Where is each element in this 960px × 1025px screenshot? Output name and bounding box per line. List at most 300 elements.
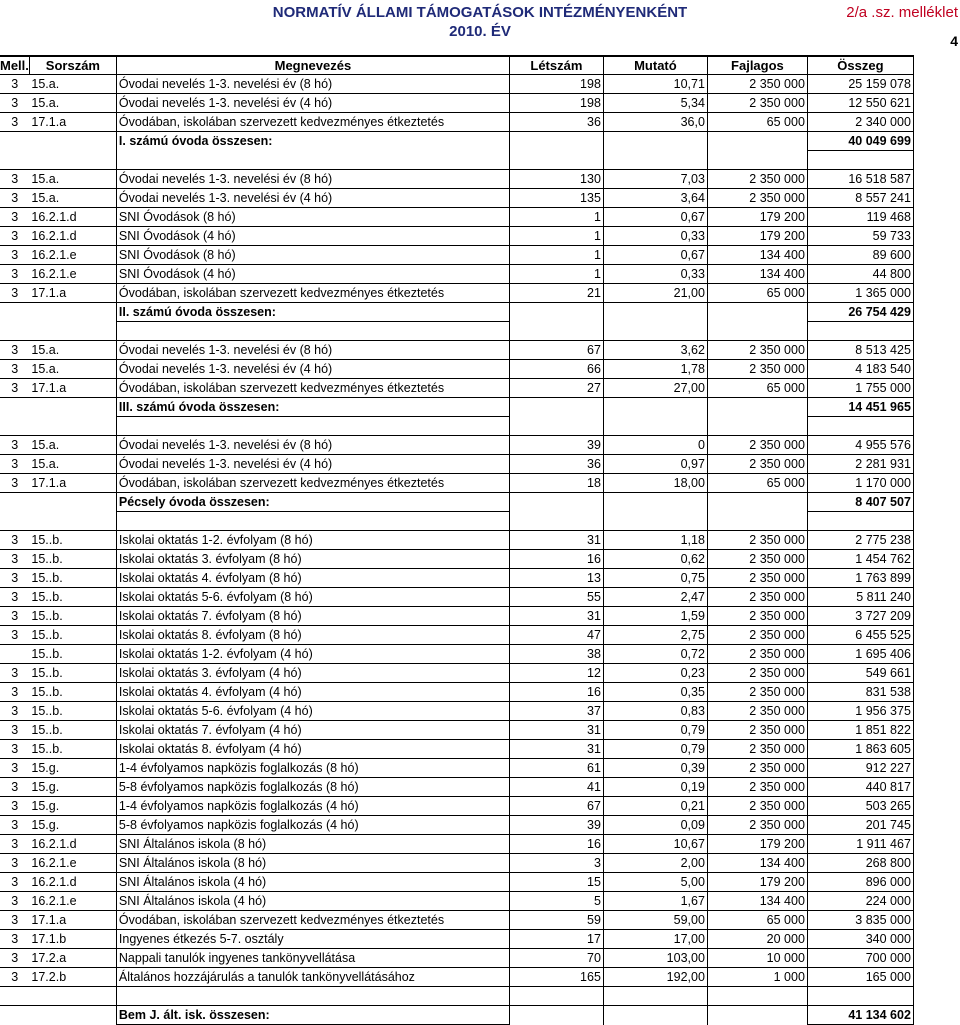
osszeg-cell: 41 134 602 — [807, 1006, 913, 1025]
megnevezes-cell: Iskolai oktatás 7. évfolyam (4 hó) — [116, 721, 509, 740]
mell-cell: 3 — [0, 94, 29, 113]
letszam-cell: 47 — [509, 626, 603, 645]
osszeg-cell: 1 695 406 — [807, 645, 913, 664]
fajlagos-cell — [707, 132, 807, 151]
osszeg-cell: 1 863 605 — [807, 740, 913, 759]
fajlagos-cell: 2 350 000 — [707, 360, 807, 379]
osszeg-cell: 8 557 241 — [807, 189, 913, 208]
sorszam-cell: 15..b. — [29, 569, 116, 588]
fajlagos-cell: 2 350 000 — [707, 759, 807, 778]
mell-cell: 3 — [0, 683, 29, 702]
letszam-cell: 1 — [509, 227, 603, 246]
letszam-cell: 37 — [509, 702, 603, 721]
osszeg-cell — [807, 322, 913, 341]
fajlagos-cell: 2 350 000 — [707, 569, 807, 588]
mutato-cell: 0,67 — [603, 208, 707, 227]
mell-cell — [0, 512, 29, 531]
megnevezes-cell: Óvodai nevelés 1-3. nevelési év (4 hó) — [116, 455, 509, 474]
letszam-cell: 3 — [509, 854, 603, 873]
sorszam-cell: 16.2.1.d — [29, 835, 116, 854]
table-row — [0, 645, 913, 664]
table-row — [0, 189, 913, 208]
table-row — [0, 474, 913, 493]
letszam-cell: 55 — [509, 588, 603, 607]
mell-cell: 3 — [0, 170, 29, 189]
osszeg-cell: 1 851 822 — [807, 721, 913, 740]
mutato-cell: 0,79 — [603, 721, 707, 740]
sorszam-cell — [29, 987, 116, 1006]
fajlagos-cell: 2 350 000 — [707, 816, 807, 835]
mutato-cell: 3,64 — [603, 189, 707, 208]
table-row — [0, 911, 913, 930]
sorszam-cell: 16.2.1.e — [29, 892, 116, 911]
table-row — [0, 854, 913, 873]
fajlagos-cell: 65 000 — [707, 284, 807, 303]
table-row — [0, 113, 913, 132]
osszeg-cell: 2 340 000 — [807, 113, 913, 132]
letszam-cell: 36 — [509, 113, 603, 132]
sorszam-cell: 15..b. — [29, 607, 116, 626]
mell-cell: 3 — [0, 607, 29, 626]
fajlagos-cell: 134 400 — [707, 246, 807, 265]
sorszam-cell: 15..b. — [29, 588, 116, 607]
mutato-cell: 103,00 — [603, 949, 707, 968]
osszeg-cell — [807, 987, 913, 1006]
osszeg-cell: 1 956 375 — [807, 702, 913, 721]
sorszam-cell: 15..b. — [29, 626, 116, 645]
fajlagos-cell: 65 000 — [707, 474, 807, 493]
mutato-cell: 0,39 — [603, 759, 707, 778]
mell-cell: 3 — [0, 569, 29, 588]
mell-cell — [0, 645, 29, 664]
mell-cell: 3 — [0, 341, 29, 360]
fajlagos-cell: 2 350 000 — [707, 645, 807, 664]
mutato-cell: 1,59 — [603, 607, 707, 626]
sorszam-cell — [29, 303, 116, 322]
letszam-cell: 39 — [509, 436, 603, 455]
mell-cell — [0, 987, 29, 1006]
fajlagos-cell: 2 350 000 — [707, 664, 807, 683]
mutato-cell — [603, 322, 707, 341]
sorszam-cell: 15..b. — [29, 531, 116, 550]
subtotal-row — [0, 303, 913, 322]
sorszam-cell: 15.a. — [29, 455, 116, 474]
osszeg-cell: 2 775 238 — [807, 531, 913, 550]
megnevezes-cell: Iskolai oktatás 4. évfolyam (4 hó) — [116, 683, 509, 702]
letszam-cell: 18 — [509, 474, 603, 493]
megnevezes-cell: 5-8 évfolyamos napközis foglalkozás (4 hó) — [116, 816, 509, 835]
mutato-cell — [603, 303, 707, 322]
megnevezes-cell: Iskolai oktatás 3. évfolyam (8 hó) — [116, 550, 509, 569]
table-row — [0, 265, 913, 284]
table-row — [0, 588, 913, 607]
mutato-cell: 2,75 — [603, 626, 707, 645]
megnevezes-cell: SNI Általános iskola (8 hó) — [116, 854, 509, 873]
table-row — [0, 284, 913, 303]
megnevezes-cell: Pécsely óvoda összesen: — [116, 493, 509, 512]
fajlagos-cell: 2 350 000 — [707, 455, 807, 474]
mell-cell: 3 — [0, 664, 29, 683]
subtotal-row — [0, 493, 913, 512]
letszam-cell: 67 — [509, 341, 603, 360]
sorszam-cell: 15..b. — [29, 740, 116, 759]
fajlagos-cell: 2 350 000 — [707, 740, 807, 759]
mell-cell — [0, 322, 29, 341]
fajlagos-cell: 2 350 000 — [707, 94, 807, 113]
megnevezes-cell: Óvodai nevelés 1-3. nevelési év (8 hó) — [116, 75, 509, 94]
table-row — [0, 436, 913, 455]
mutato-cell: 0,19 — [603, 778, 707, 797]
mutato-cell: 0,09 — [603, 816, 707, 835]
mell-cell: 3 — [0, 721, 29, 740]
osszeg-cell: 165 000 — [807, 968, 913, 987]
sorszam-cell: 15.a. — [29, 189, 116, 208]
sorszam-cell: 17.2.b — [29, 968, 116, 987]
letszam-cell: 198 — [509, 75, 603, 94]
mutato-cell: 3,62 — [603, 341, 707, 360]
mell-cell: 3 — [0, 455, 29, 474]
mell-cell: 3 — [0, 759, 29, 778]
sorszam-cell: 16.2.1.d — [29, 873, 116, 892]
osszeg-cell: 12 550 621 — [807, 94, 913, 113]
fajlagos-cell: 2 350 000 — [707, 626, 807, 645]
mutato-cell: 59,00 — [603, 911, 707, 930]
spacer-row — [0, 512, 913, 531]
mutato-cell: 7,03 — [603, 170, 707, 189]
mell-cell — [0, 303, 29, 322]
fajlagos-cell: 20 000 — [707, 930, 807, 949]
osszeg-cell: 831 538 — [807, 683, 913, 702]
megnevezes-cell: SNI Általános iskola (4 hó) — [116, 873, 509, 892]
mutato-cell: 0,67 — [603, 246, 707, 265]
mell-cell: 3 — [0, 379, 29, 398]
megnevezes-cell: SNI Általános iskola (8 hó) — [116, 835, 509, 854]
osszeg-cell: 700 000 — [807, 949, 913, 968]
mutato-cell — [603, 151, 707, 170]
mutato-cell — [603, 493, 707, 512]
sorszam-cell — [29, 1006, 116, 1025]
megnevezes-cell: II. számú óvoda összesen: — [116, 303, 509, 322]
letszam-cell: 130 — [509, 170, 603, 189]
fajlagos-cell: 2 350 000 — [707, 702, 807, 721]
megnevezes-cell: Iskolai oktatás 5-6. évfolyam (8 hó) — [116, 588, 509, 607]
osszeg-cell: 40 049 699 — [807, 132, 913, 151]
megnevezes-cell: Iskolai oktatás 7. évfolyam (8 hó) — [116, 607, 509, 626]
sorszam-cell: 15.a. — [29, 341, 116, 360]
osszeg-cell: 25 159 078 — [807, 75, 913, 94]
mell-cell: 3 — [0, 626, 29, 645]
mell-cell: 3 — [0, 360, 29, 379]
mutato-cell: 1,78 — [603, 360, 707, 379]
sorszam-cell: 15.g. — [29, 759, 116, 778]
megnevezes-cell: Óvodai nevelés 1-3. nevelési év (4 hó) — [116, 94, 509, 113]
sorszam-cell: 17.2.a — [29, 949, 116, 968]
megnevezes-cell: III. számú óvoda összesen: — [116, 398, 509, 417]
mell-cell: 3 — [0, 854, 29, 873]
column-header: Összeg — [807, 56, 913, 75]
table-row — [0, 550, 913, 569]
megnevezes-cell: Óvodában, iskolában szervezett kedvezményes étkeztetés — [116, 474, 509, 493]
table-row — [0, 778, 913, 797]
letszam-cell: 1 — [509, 208, 603, 227]
megnevezes-cell — [116, 512, 509, 531]
sorszam-cell: 17.1.a — [29, 911, 116, 930]
letszam-cell — [509, 493, 603, 512]
osszeg-cell: 896 000 — [807, 873, 913, 892]
sorszam-cell — [29, 417, 116, 436]
osszeg-cell: 1 763 899 — [807, 569, 913, 588]
fajlagos-cell: 2 350 000 — [707, 683, 807, 702]
table-row — [0, 569, 913, 588]
letszam-cell — [509, 132, 603, 151]
megnevezes-cell: SNI Óvodások (8 hó) — [116, 246, 509, 265]
sorszam-cell — [29, 493, 116, 512]
megnevezes-cell: Nappali tanulók ingyenes tankönyvellátása — [116, 949, 509, 968]
fajlagos-cell: 1 000 — [707, 968, 807, 987]
letszam-cell: 5 — [509, 892, 603, 911]
fajlagos-cell: 65 000 — [707, 911, 807, 930]
megnevezes-cell: 1-4 évfolyamos napközis foglalkozás (8 hó) — [116, 759, 509, 778]
table-row — [0, 607, 913, 626]
megnevezes-cell — [116, 151, 509, 170]
fajlagos-cell — [707, 1006, 807, 1025]
megnevezes-cell: I. számú óvoda összesen: — [116, 132, 509, 151]
megnevezes-cell — [116, 987, 509, 1006]
sorszam-cell: 15.a. — [29, 170, 116, 189]
fajlagos-cell — [707, 151, 807, 170]
letszam-cell: 21 — [509, 284, 603, 303]
fajlagos-cell: 134 400 — [707, 892, 807, 911]
megnevezes-cell: SNI Óvodások (4 hó) — [116, 265, 509, 284]
letszam-cell: 67 — [509, 797, 603, 816]
table-row — [0, 170, 913, 189]
mutato-cell: 2,47 — [603, 588, 707, 607]
table-row — [0, 797, 913, 816]
mell-cell — [0, 398, 29, 417]
fajlagos-cell — [707, 417, 807, 436]
letszam-cell — [509, 987, 603, 1006]
fajlagos-cell: 2 350 000 — [707, 75, 807, 94]
letszam-cell: 12 — [509, 664, 603, 683]
sorszam-cell — [29, 398, 116, 417]
megnevezes-cell: Óvodában, iskolában szervezett kedvezményes étkeztetés — [116, 911, 509, 930]
table-row — [0, 835, 913, 854]
letszam-cell — [509, 398, 603, 417]
table-row — [0, 379, 913, 398]
table-row — [0, 930, 913, 949]
letszam-cell: 16 — [509, 683, 603, 702]
mell-cell: 3 — [0, 740, 29, 759]
table-row — [0, 94, 913, 113]
fajlagos-cell: 2 350 000 — [707, 531, 807, 550]
mutato-cell: 21,00 — [603, 284, 707, 303]
sorszam-cell — [29, 512, 116, 531]
document-year: 2010. ÉV — [449, 23, 511, 40]
letszam-cell: 135 — [509, 189, 603, 208]
mell-cell: 3 — [0, 930, 29, 949]
table-row — [0, 75, 913, 94]
megnevezes-cell: Óvodai nevelés 1-3. nevelési év (4 hó) — [116, 360, 509, 379]
fajlagos-cell: 2 350 000 — [707, 170, 807, 189]
fajlagos-cell — [707, 398, 807, 417]
mutato-cell: 5,00 — [603, 873, 707, 892]
sorszam-cell: 15.a. — [29, 436, 116, 455]
megnevezes-cell: Óvodai nevelés 1-3. nevelési év (8 hó) — [116, 436, 509, 455]
osszeg-cell: 3 835 000 — [807, 911, 913, 930]
fajlagos-cell: 2 350 000 — [707, 189, 807, 208]
osszeg-cell — [807, 417, 913, 436]
mell-cell: 3 — [0, 208, 29, 227]
osszeg-cell: 119 468 — [807, 208, 913, 227]
table-row — [0, 664, 913, 683]
document-title: NORMATÍV ÁLLAMI TÁMOGATÁSOK INTÉZMÉNYENKÉNT — [272, 4, 688, 21]
mutato-cell: 1,18 — [603, 531, 707, 550]
mutato-cell: 27,00 — [603, 379, 707, 398]
osszeg-cell: 6 455 525 — [807, 626, 913, 645]
column-header: Fajlagos — [707, 56, 807, 75]
mutato-cell — [603, 512, 707, 531]
osszeg-cell: 1 454 762 — [807, 550, 913, 569]
table-row — [0, 968, 913, 987]
table-row — [0, 227, 913, 246]
mutato-cell: 0,33 — [603, 227, 707, 246]
osszeg-cell: 503 265 — [807, 797, 913, 816]
megnevezes-cell: Általános hozzájárulás a tanulók tankönyvellátásához — [116, 968, 509, 987]
sorszam-cell: 16.2.1.e — [29, 246, 116, 265]
osszeg-cell: 4 183 540 — [807, 360, 913, 379]
osszeg-cell: 59 733 — [807, 227, 913, 246]
letszam-cell: 13 — [509, 569, 603, 588]
letszam-cell: 36 — [509, 455, 603, 474]
mell-cell — [0, 1006, 29, 1025]
fajlagos-cell: 2 350 000 — [707, 778, 807, 797]
table-row — [0, 208, 913, 227]
letszam-cell: 31 — [509, 721, 603, 740]
sorszam-cell: 17.1.a — [29, 284, 116, 303]
table-row — [0, 341, 913, 360]
letszam-cell — [509, 303, 603, 322]
osszeg-cell: 26 754 429 — [807, 303, 913, 322]
letszam-cell: 17 — [509, 930, 603, 949]
letszam-cell: 70 — [509, 949, 603, 968]
mutato-cell — [603, 132, 707, 151]
mutato-cell — [603, 987, 707, 1006]
mell-cell: 3 — [0, 531, 29, 550]
table-row — [0, 455, 913, 474]
sorszam-cell: 15.a. — [29, 360, 116, 379]
fajlagos-cell: 65 000 — [707, 379, 807, 398]
osszeg-cell: 912 227 — [807, 759, 913, 778]
osszeg-cell: 268 800 — [807, 854, 913, 873]
letszam-cell: 59 — [509, 911, 603, 930]
table-row — [0, 626, 913, 645]
megnevezes-cell: Iskolai oktatás 5-6. évfolyam (4 hó) — [116, 702, 509, 721]
fajlagos-cell: 2 350 000 — [707, 436, 807, 455]
mutato-cell: 17,00 — [603, 930, 707, 949]
mutato-cell: 0,83 — [603, 702, 707, 721]
sorszam-cell — [29, 322, 116, 341]
osszeg-cell: 1 911 467 — [807, 835, 913, 854]
megnevezes-cell: Bem J. ált. isk. összesen: — [116, 1006, 509, 1025]
megnevezes-cell: Óvodai nevelés 1-3. nevelési év (4 hó) — [116, 189, 509, 208]
sorszam-cell: 15.g. — [29, 816, 116, 835]
fajlagos-cell: 2 350 000 — [707, 588, 807, 607]
letszam-cell — [509, 322, 603, 341]
megnevezes-cell: 1-4 évfolyamos napközis foglalkozás (4 hó) — [116, 797, 509, 816]
letszam-cell: 39 — [509, 816, 603, 835]
fajlagos-cell — [707, 512, 807, 531]
letszam-cell — [509, 417, 603, 436]
sorszam-cell: 16.2.1.d — [29, 208, 116, 227]
osszeg-cell: 2 281 931 — [807, 455, 913, 474]
fajlagos-cell: 2 350 000 — [707, 721, 807, 740]
mell-cell: 3 — [0, 911, 29, 930]
sorszam-cell: 15..b. — [29, 645, 116, 664]
column-header: Mell. — [0, 58, 29, 73]
mell-cell: 3 — [0, 75, 29, 94]
sorszam-cell: 15..b. — [29, 550, 116, 569]
mutato-cell: 0,72 — [603, 645, 707, 664]
mell-cell: 3 — [0, 284, 29, 303]
table-row — [0, 816, 913, 835]
osszeg-cell: 8 513 425 — [807, 341, 913, 360]
letszam-cell: 31 — [509, 607, 603, 626]
mutato-cell — [603, 398, 707, 417]
sorszam-cell: 17.1.a — [29, 474, 116, 493]
table-row — [0, 949, 913, 968]
sorszam-cell: 17.1.a — [29, 379, 116, 398]
subtotal-row — [0, 1006, 913, 1025]
sorszam-cell: 17.1.a — [29, 113, 116, 132]
mell-cell: 3 — [0, 246, 29, 265]
sorszam-cell: 17.1.b — [29, 930, 116, 949]
mell-cell — [0, 417, 29, 436]
table-row — [0, 892, 913, 911]
mell-cell: 3 — [0, 474, 29, 493]
column-header: Sorszám — [29, 56, 116, 75]
column-header: Mutató — [603, 56, 707, 75]
mutato-cell: 10,67 — [603, 835, 707, 854]
mell-cell: 3 — [0, 835, 29, 854]
letszam-cell — [509, 1006, 603, 1025]
osszeg-cell: 89 600 — [807, 246, 913, 265]
mutato-cell: 5,34 — [603, 94, 707, 113]
mell-cell: 3 — [0, 189, 29, 208]
letszam-cell: 31 — [509, 531, 603, 550]
mutato-cell: 10,71 — [603, 75, 707, 94]
fajlagos-cell: 2 350 000 — [707, 550, 807, 569]
letszam-cell: 16 — [509, 835, 603, 854]
mutato-cell: 0,79 — [603, 740, 707, 759]
osszeg-cell: 8 407 507 — [807, 493, 913, 512]
osszeg-cell: 340 000 — [807, 930, 913, 949]
sorszam-cell: 16.2.1.e — [29, 265, 116, 284]
table-row — [0, 531, 913, 550]
sorszam-cell: 15.a. — [29, 94, 116, 113]
mutato-cell: 0,35 — [603, 683, 707, 702]
osszeg-cell: 440 817 — [807, 778, 913, 797]
letszam-cell: 16 — [509, 550, 603, 569]
sorszam-cell: 15..b. — [29, 721, 116, 740]
megnevezes-cell: Iskolai oktatás 1-2. évfolyam (4 hó) — [116, 645, 509, 664]
table-row — [0, 873, 913, 892]
spacer-row — [0, 417, 913, 436]
mell-cell: 3 — [0, 778, 29, 797]
mell-cell: 3 — [0, 892, 29, 911]
fajlagos-cell: 2 350 000 — [707, 607, 807, 626]
letszam-cell — [509, 512, 603, 531]
osszeg-cell — [807, 512, 913, 531]
